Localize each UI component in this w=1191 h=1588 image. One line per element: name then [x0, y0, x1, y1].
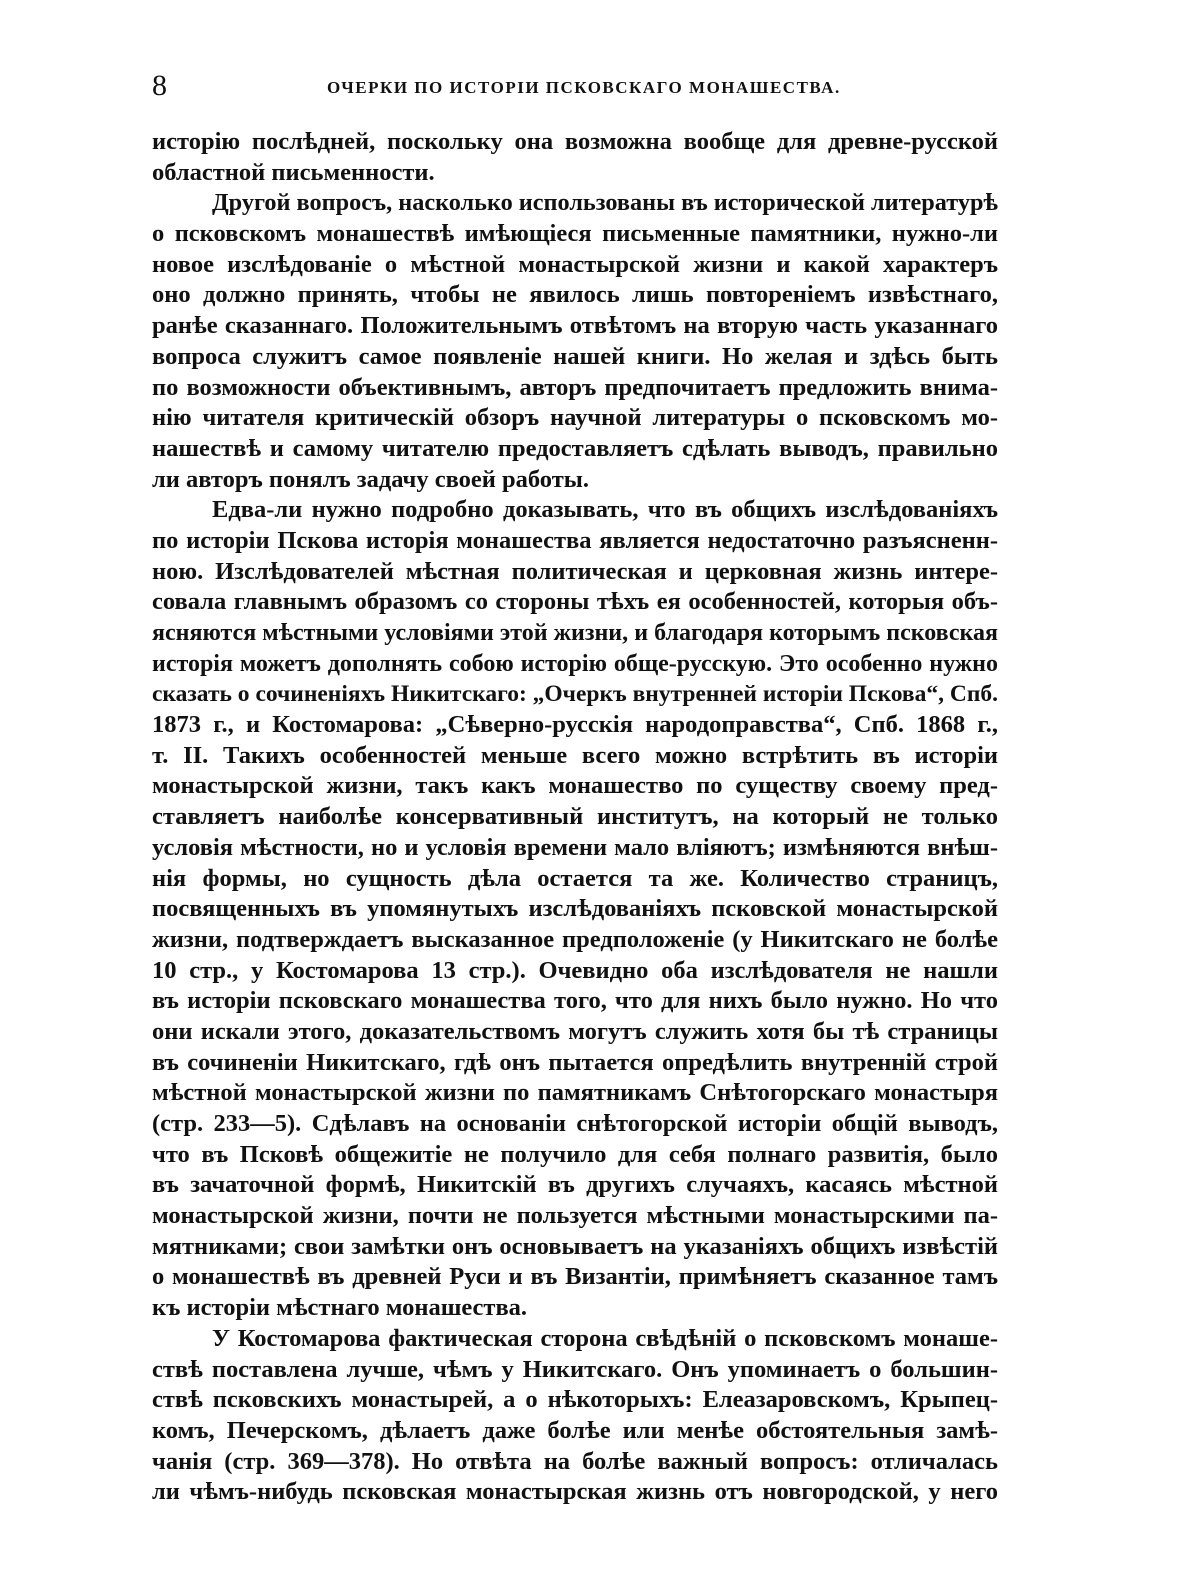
- text-line: 1873 г., и Костомарова: „Сѣверно-русскія народоправства“, Спб. 1868 г.,: [152, 711, 998, 739]
- text-line: вопроса служитъ самое появленіе нашей книги. Но желая и здѣсь быть: [152, 342, 998, 370]
- page-body-text: [152, 127, 998, 1508]
- text-line: ставляетъ наиболѣе консервативный институтъ, на который не только: [152, 803, 998, 831]
- text-line: монастырской жизни, такъ какъ монашество по существу своему пред-: [152, 772, 998, 800]
- text-line: по возможности объективнымъ, авторъ предпочитаетъ предложить внима-: [152, 373, 998, 401]
- text-line: ранѣе сказаннаго. Положительнымъ отвѣтомъ на вторую часть указаннаго: [152, 312, 998, 340]
- text-line: мѣстной монастырской жизни по памятникамъ Снѣтогорскаго монастыря: [152, 1079, 998, 1107]
- text-line: Другой вопросъ, насколько использованы въ исторической литературѣ: [212, 189, 998, 217]
- text-line: оно должно принять, чтобы не явилось лишь повтореніемъ извѣстнаго,: [152, 281, 998, 309]
- running-title: ОЧЕРКИ ПО ИСТОРІИ ПСКОВСКАГО МОНАШЕСТВА.: [327, 78, 841, 97]
- text-line: мятниками; свои замѣтки онъ основываетъ на указаніяхъ общихъ извѣстій: [152, 1232, 998, 1260]
- text-line: совала главнымъ образомъ со стороны тѣхъ ея особенностей, которыя объ-: [152, 588, 998, 616]
- text-line: (стр. 233—5). Сдѣлавъ на основаніи снѣтогорской исторіи общій выводъ,: [152, 1110, 998, 1137]
- text-line: посвященныхъ въ упомянутыхъ изслѣдованіяхъ псковской монастырской: [152, 895, 998, 923]
- text-line: ствѣ поставлена лучше, чѣмъ у Никитскаго. Онъ упоминаетъ о большин-: [152, 1355, 998, 1383]
- text-line: о монашествѣ въ древней Руси и въ Византіи, примѣняетъ сказанное тамъ: [152, 1263, 998, 1291]
- text-line: ли авторъ понялъ задачу своей работы.: [152, 465, 590, 493]
- text-line: въ сочиненіи Никитскаго, гдѣ онъ пытается опредѣлить внутренній строй: [152, 1048, 998, 1076]
- text-line: въ зачаточной формѣ, Никитскій въ другихъ случаяхъ, касаясь мѣстной: [152, 1171, 998, 1199]
- text-line: по исторіи Пскова исторія монашества является недостаточно разъясненн-: [152, 526, 998, 554]
- text-line: ли чѣмъ-нибудь псковская монастырская жизнь отъ новгородской, у него: [152, 1478, 998, 1506]
- text-line: ствѣ псковскихъ монастырей, а о нѣкоторыхъ: Елеазаровскомъ, Крыпец-: [152, 1386, 998, 1414]
- text-line: въ исторіи псковскаго монашества того, что для нихъ было нужно. Но что: [152, 987, 998, 1015]
- text-line: они искали этого, доказательствомъ могутъ служить хотя бы тѣ страницы: [152, 1017, 998, 1045]
- text-line: нію читателя критическій обзоръ научной литературы о псковскомъ мо-: [152, 404, 998, 432]
- text-line: о псковскомъ монашествѣ имѣющіеся письменные памятники, нужно-ли: [152, 220, 998, 248]
- text-line: чанія (стр. 369—378). Но отвѣта на болѣе важный вопросъ: отличалась: [152, 1447, 998, 1475]
- text-line: 10 стр., у Костомарова 13 стр.). Очевидно оба изслѣдователя не нашли: [152, 956, 998, 984]
- text-line: что въ Псковѣ общежитіе не получило для себя полнаго развитія, было: [152, 1140, 998, 1168]
- text-line: нашествѣ и самому читателю предоставляетъ сдѣлать выводъ, правильно: [152, 434, 998, 462]
- page-number: 8: [152, 69, 167, 102]
- text-line: областной письменности.: [152, 158, 435, 186]
- text-line: т. II. Такихъ особенностей меньше всего можно встрѣтить въ исторіи: [152, 741, 998, 769]
- text-line: Едва-ли нужно подробно доказывать, что въ общихъ изслѣдованіяхъ: [212, 496, 998, 524]
- text-line: къ исторіи мѣстнаго монашества.: [152, 1294, 528, 1322]
- text-line: нія формы, но сущность дѣла остается та же. Количество страницъ,: [152, 864, 998, 892]
- text-line: новое изслѣдованіе о мѣстной монастырской жизни и какой характеръ: [152, 250, 998, 278]
- text-line: исторія можетъ дополнять собою исторію обще-русскую. Это особенно нужно: [152, 650, 998, 677]
- text-line: У Костомарова фактическая сторона свѣдѣній о псковскомъ монаше-: [212, 1324, 998, 1352]
- text-line: условія мѣстности, но и условія времени мало вліяютъ; измѣняются внѣш-: [152, 833, 998, 861]
- text-line: ною. Изслѣдователей мѣстная политическая и церковная жизнь интере-: [152, 557, 998, 585]
- text-line: сказать о сочиненіяхъ Никитскаго: „Очеркъ внутренней исторіи Пскова“, Спб.: [152, 681, 998, 708]
- text-line: жизни, подтверждаетъ высказанное предположеніе (у Никитскаго не болѣе: [152, 925, 998, 953]
- text-line: монастырской жизни, почти не пользуется мѣстными монастырскими па-: [152, 1202, 998, 1230]
- text-line: исторію послѣдней, поскольку она возможна вообще для древне-русской: [152, 128, 998, 155]
- running-head: [152, 66, 998, 106]
- text-line: ясняются мѣстными условіями этой жизни, и благодаря которымъ псковская: [152, 620, 998, 646]
- text-line: комъ, Печерскомъ, дѣлаетъ даже болѣе или менѣе обстоятельныя замѣ-: [152, 1416, 998, 1444]
